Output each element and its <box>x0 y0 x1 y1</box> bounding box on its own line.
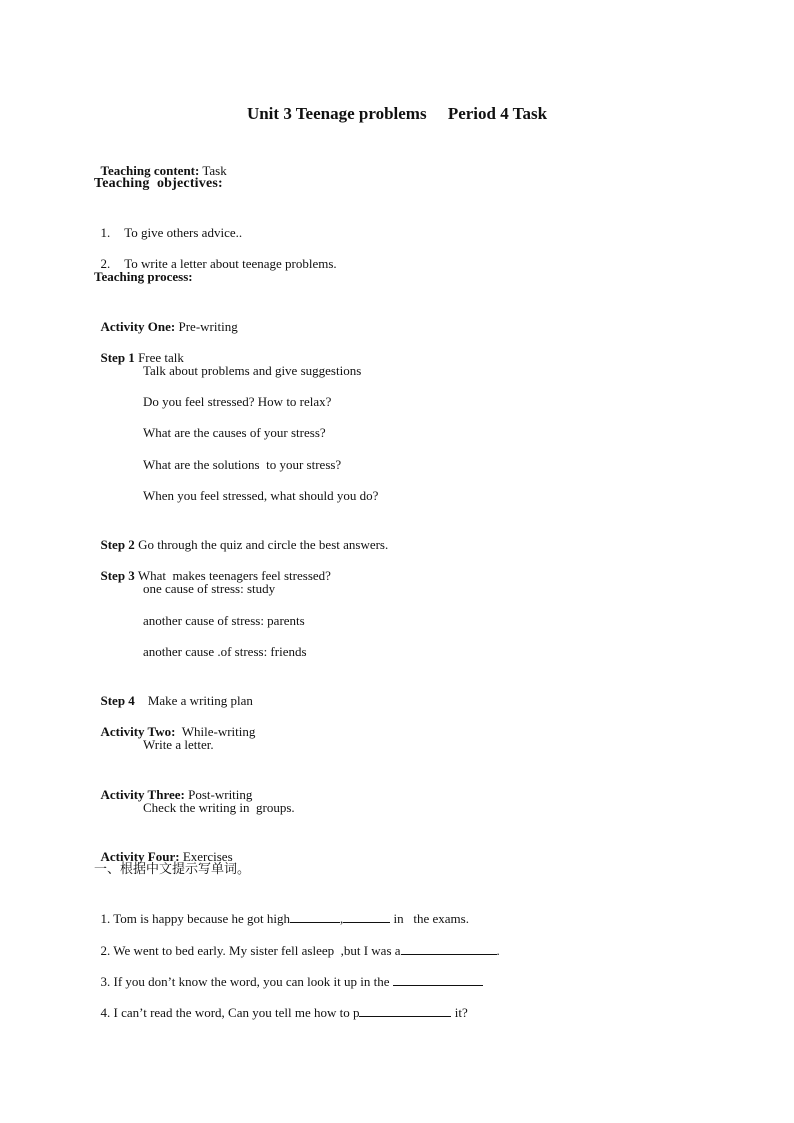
exercise-text: in the exams. <box>390 911 469 926</box>
exercise-item <box>94 986 468 1020</box>
step-2 <box>94 518 389 552</box>
objective-item <box>94 237 337 271</box>
activity-three-line: Check the writing in groups. <box>143 800 295 815</box>
activity-one-label: Activity One: <box>100 319 176 334</box>
step-3-line: another cause .of stress: friends <box>143 644 307 659</box>
process-heading: Teaching process: <box>94 269 193 284</box>
activity-four-label: Activity Four: <box>100 849 180 864</box>
activity-two-value: While-writing <box>175 724 256 739</box>
step-1-line: What are the causes of your stress? <box>143 425 326 440</box>
exercise-item <box>94 924 500 958</box>
exercise-text: it? <box>451 1005 468 1020</box>
exercise-text: . <box>496 943 500 958</box>
answer-blank[interactable] <box>393 973 483 986</box>
teaching-content-value: Task <box>199 163 227 178</box>
activity-four <box>94 830 233 864</box>
exercise-text: , <box>339 911 344 926</box>
objective-number: 2. <box>100 256 111 271</box>
activity-two <box>94 705 256 739</box>
step-1-line: Do you feel stressed? How to relax? <box>143 394 332 409</box>
activity-three-value: Post-writing <box>184 787 253 802</box>
exercise-item <box>94 955 483 989</box>
objective-text: To write a letter about teenage problems. <box>124 256 337 271</box>
page-title: Unit 3 Teenage problems Period 4 Task <box>246 104 548 123</box>
step-4-value: Make a writing plan <box>134 693 253 708</box>
teaching-content <box>94 144 227 178</box>
exercise-text: 2. We went to bed early. My sister fell asleep ,but I was a <box>100 943 401 958</box>
step-1 <box>94 331 184 365</box>
answer-blank[interactable] <box>359 1004 451 1017</box>
step-3-line: another cause of stress: parents <box>143 613 305 628</box>
activity-one <box>94 300 238 334</box>
exercise-text: 1. Tom is happy because he got high <box>100 911 290 926</box>
answer-blank[interactable] <box>343 910 390 923</box>
step-4 <box>94 674 253 708</box>
answer-blank[interactable] <box>290 910 340 923</box>
step-3 <box>94 549 331 583</box>
activity-one-value: Pre-writing <box>175 319 238 334</box>
step-3-line: one cause of stress: study <box>143 581 276 596</box>
activity-four-value: Exercises <box>179 849 233 864</box>
step-1-value: Free talk <box>134 350 184 365</box>
exercise-text: 4. I can’t read the word, Can you tell me how to p <box>100 1005 360 1020</box>
step-2-label: Step 2 <box>100 537 135 552</box>
exercise-text: 3. If you don’t know the word, you can look it up in the <box>100 974 393 989</box>
answer-blank[interactable] <box>401 942 497 955</box>
step-3-value: What makes teenagers feel stressed? <box>134 568 331 583</box>
objective-item <box>94 206 243 240</box>
objective-number: 1. <box>100 225 111 240</box>
activity-two-label: Activity Two: <box>100 724 176 739</box>
step-3-label: Step 3 <box>100 568 135 583</box>
teaching-content-label: Teaching content: <box>100 163 200 178</box>
step-4-label: Step 4 <box>100 693 135 708</box>
step-1-line: What are the solutions to your stress? <box>143 457 342 472</box>
objective-text: To give others advice.. <box>124 225 243 240</box>
activity-three <box>94 768 253 802</box>
exercise-item <box>94 892 469 926</box>
activity-three-label: Activity Three: <box>100 787 185 802</box>
objectives-heading: Teaching objectives: <box>94 176 223 191</box>
section-heading: 一、根据中文提示写单词。 <box>94 862 251 877</box>
step-1-line: When you feel stressed, what should you do? <box>143 488 379 503</box>
step-1-label: Step 1 <box>100 350 135 365</box>
step-1-line: Talk about problems and give suggestions <box>143 363 362 378</box>
step-2-value: Go through the quiz and circle the best answers. <box>134 537 389 552</box>
activity-two-line: Write a letter. <box>143 737 214 752</box>
